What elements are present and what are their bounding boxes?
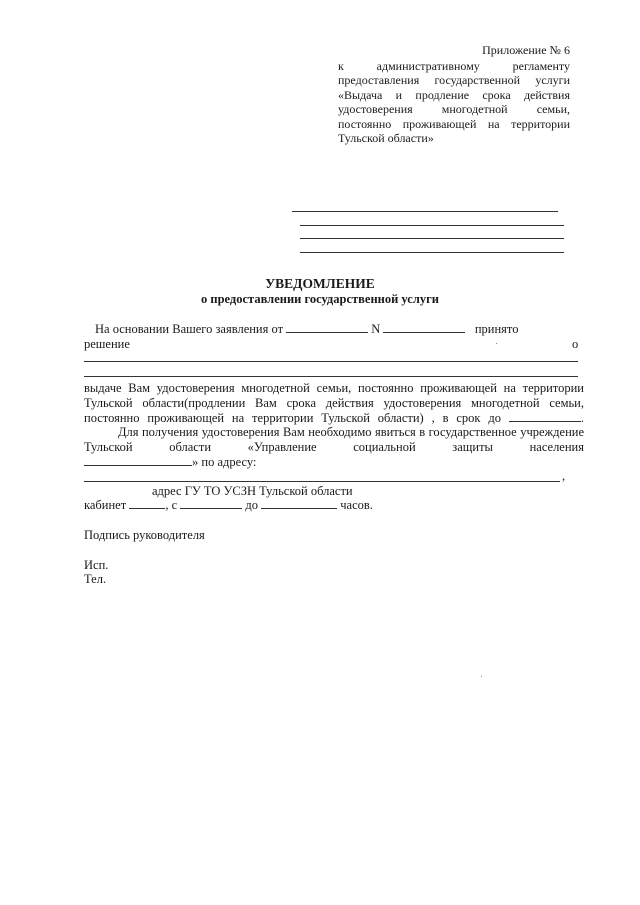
to-label: до [245,498,258,512]
executor-label: Исп. [84,558,109,572]
phone-label: Тел. [84,572,107,586]
district-blank [84,455,192,466]
cabinet-line [84,498,373,513]
annex-title: Приложение № 6 [482,43,570,57]
visit-text: Для получения удостоверения Вам необходимо явиться в государственное учреждение Тульской области «Управление социальной защиты населения [84,425,584,454]
cabinet-label: кабинет [84,498,127,512]
from-label: , с [165,498,178,512]
decision-label: решение [84,337,130,351]
recipient-line [300,225,564,226]
address-intro: » по адресу: [192,455,257,469]
application-line [95,322,565,337]
notice-title: УВЕДОМЛЕНИЕ [265,276,375,291]
address-caption: адрес ГУ ТО УСЗН Тульской области [152,484,353,498]
annex-body: к административному регламенту предоставления государственной услуги «Выдача и продление срока действия удостоверения многодетной семьи, постоянно проживающей на территории Тульской области» [338,58,570,145]
recipient-line [300,252,564,253]
from-time-blank [180,498,242,509]
accepted-text: принято [474,322,519,336]
recipient-line [300,238,564,239]
address-comma: , [562,469,566,483]
issuance-end: . [580,411,585,425]
number-blank [383,322,465,333]
decision-blank [84,376,578,377]
annex-header [338,43,570,146]
notice-subtitle: о предоставлении государственной услуги [201,292,439,306]
number-label: N [371,322,381,336]
cabinet-blank [129,498,165,509]
address-blank [84,481,560,482]
signature-label: Подпись руководителя [84,528,205,542]
recipient-line [292,211,558,212]
district-line [84,455,256,470]
scan-speck [496,343,497,344]
to-time-blank [261,498,337,509]
decision-o: о [572,337,579,351]
hours-label: часов. [340,498,373,512]
issuance-text: выдаче Вам удостоверения многодетной семьи, постоянно проживающей на территории Тульской области(продлении Вам срока действия удостоверения многодетной семьи, постоянно проживающей на территории Тульской области) , в срок до [84,381,584,425]
deadline-blank [509,411,581,422]
issuance-paragraph [84,381,584,426]
decision-blank [84,361,578,362]
scan-speck [481,676,482,677]
date-blank [286,322,368,333]
application-text: На основании Вашего заявления от [95,322,284,336]
visit-paragraph [84,425,584,455]
